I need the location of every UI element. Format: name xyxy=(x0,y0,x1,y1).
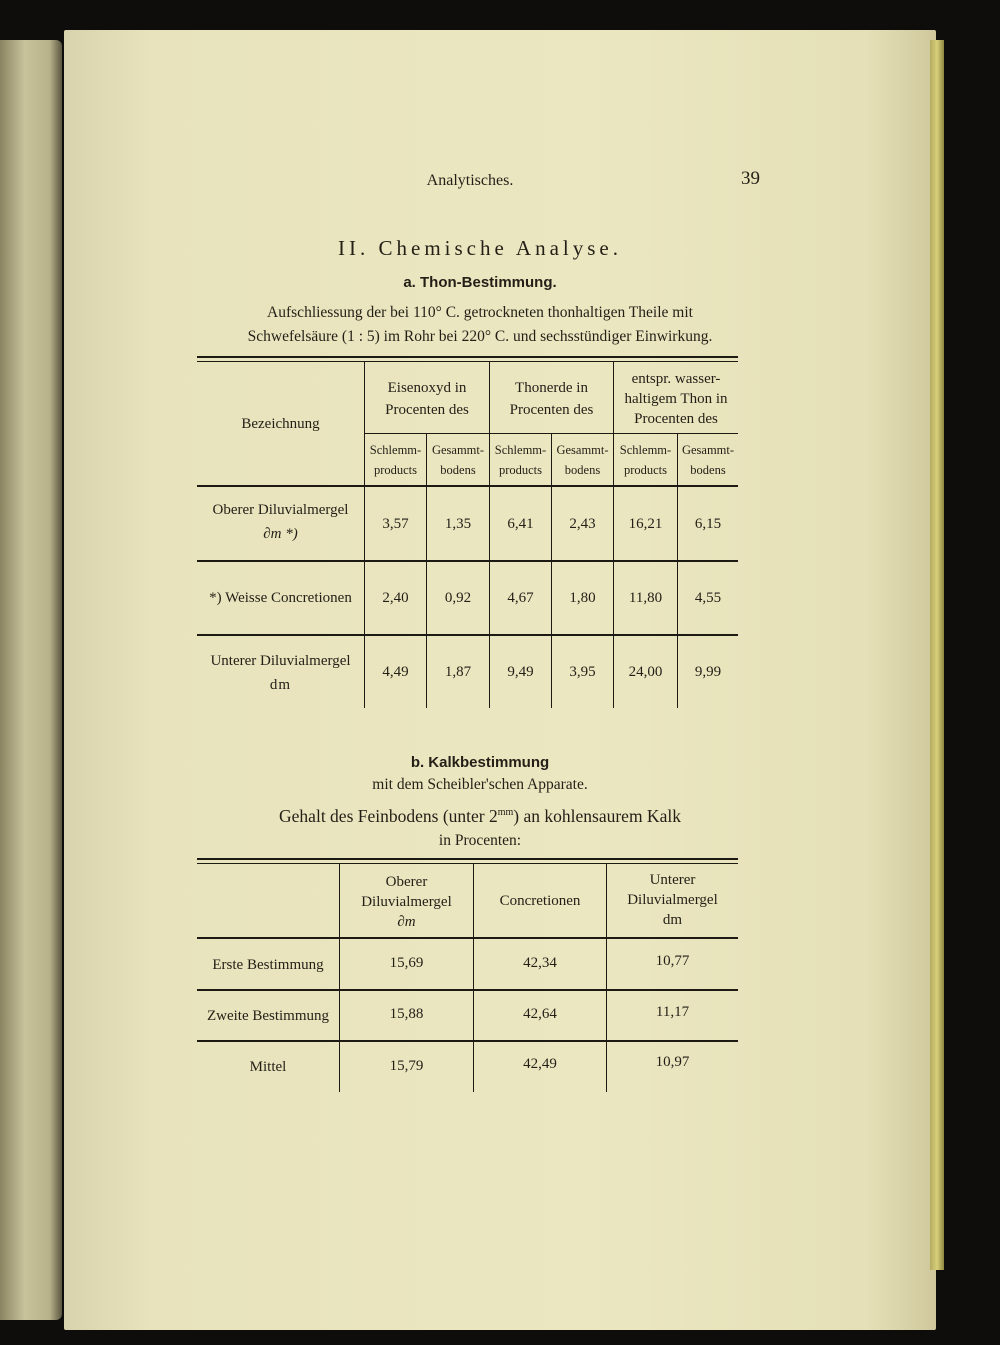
page-block-edge xyxy=(930,40,944,1270)
table-a-group-header: Thonerde in Procenten des xyxy=(509,380,594,418)
section-title: II. Chemische Analyse. xyxy=(338,236,622,260)
row-label-symbol: ∂m *) xyxy=(263,526,298,542)
description-unit: mm xyxy=(497,807,514,819)
table-cell: 42,64 xyxy=(523,1006,557,1022)
table-cell: 1,80 xyxy=(569,590,596,606)
table-cell: 1,35 xyxy=(444,515,472,532)
row-label: Mittel xyxy=(249,1059,287,1075)
row-label-symbol: dm xyxy=(269,677,292,693)
table-cell: 2,40 xyxy=(382,590,409,606)
row-label: Zweite Bestimmung xyxy=(206,1008,330,1024)
table-cell: 15,79 xyxy=(389,1058,424,1074)
table-b-row-rule-1 xyxy=(197,989,738,991)
table-b-col-header: Diluvialmergel xyxy=(627,892,718,908)
table-cell: 15,69 xyxy=(389,955,424,971)
description-suffix: ) an kohlensaurem Kalk xyxy=(513,806,681,826)
part-b-heading: b. Kalkbestimmung xyxy=(410,754,550,771)
table-b-row-rule-2 xyxy=(197,1040,738,1042)
table-a-group-header: entspr. wasser-haltigem Thon in Procenten des xyxy=(624,371,728,427)
table-cell: 10,77 xyxy=(655,953,690,969)
table-cell: 9,99 xyxy=(694,664,722,680)
table-a-top-rule-1 xyxy=(197,356,738,358)
table-cell: 9,49 xyxy=(507,664,534,680)
table-a-subheader: Gesammt-bodens xyxy=(431,443,485,477)
table-cell: 2,43 xyxy=(569,515,596,532)
part-a-heading: a. Thon-Bestimmung. xyxy=(403,274,557,291)
table-a-group-header: Eisenoxyd in Procenten des xyxy=(385,380,469,418)
row-label: *) Weisse Concretionen xyxy=(209,590,352,606)
table-cell: 4,49 xyxy=(382,664,409,680)
table-cell: 4,55 xyxy=(694,590,722,606)
table-cell: 42,49 xyxy=(523,1056,557,1072)
row-label: Unterer Diluvialmergel xyxy=(210,653,351,669)
table-cell: 6,41 xyxy=(507,515,534,532)
table-a-subheader: Schlemm-products xyxy=(369,443,422,477)
table-cell: 15,88 xyxy=(389,1006,424,1022)
part-a-description-line2: Schwefelsäure (1 : 5) im Rohr bei 220° C. und sechsstündiger Einwirkung. xyxy=(247,328,713,345)
row-label: Oberer Diluvialmergel xyxy=(212,502,349,518)
table-b-col-header: dm xyxy=(662,912,683,928)
table-b-col-header: ∂m xyxy=(397,914,416,930)
table-cell: 16,21 xyxy=(628,515,663,532)
table-a-subheader: Schlemm-products xyxy=(494,443,547,477)
table-cell: 3,57 xyxy=(382,515,409,532)
row-label: Erste Bestimmung xyxy=(212,957,324,973)
part-b-description xyxy=(200,806,760,827)
description-prefix: Gehalt des Feinbodens (unter 2 xyxy=(279,806,498,826)
running-header: Analytisches. xyxy=(426,172,514,189)
table-cell: 11,80 xyxy=(628,590,663,606)
table-b-header-rule xyxy=(197,937,738,939)
table-cell: 4,67 xyxy=(507,590,534,606)
table-b-top-rule-2 xyxy=(197,863,738,864)
part-b-subheading: mit dem Scheibler'schen Apparate. xyxy=(372,776,588,793)
table-cell: 11,17 xyxy=(655,1004,690,1020)
table-a-subheader: Schlemm-products xyxy=(619,443,672,477)
table-b-col-header: Unterer xyxy=(649,872,696,888)
table-a-row-header: Bezeichnung xyxy=(241,415,320,432)
page-number: 39 xyxy=(741,168,760,189)
table-cell: 3,95 xyxy=(569,664,596,680)
part-b-description-line2: in Procenten: xyxy=(438,832,522,849)
left-page-edge xyxy=(0,40,62,1320)
table-b-col-header: Oberer xyxy=(385,874,428,890)
table-cell: 6,15 xyxy=(694,515,722,532)
table-b-col-header: Diluvialmergel xyxy=(361,894,452,910)
table-a-subheader: Gesammt-bodens xyxy=(556,443,609,477)
part-a-description-line1: Aufschliessung der bei 110° C. getrockneten thonhaltigen Theile mit xyxy=(267,304,693,321)
table-cell: 24,00 xyxy=(628,664,663,680)
table-b-col-header: Concretionen xyxy=(499,893,581,909)
table-cell: 1,87 xyxy=(444,664,472,680)
table-cell: 0,92 xyxy=(444,590,472,606)
table-cell: 10,97 xyxy=(655,1054,690,1070)
table-b-top-rule-1 xyxy=(197,858,738,860)
table-cell: 42,34 xyxy=(523,955,557,971)
table-a-subheader: Gesammt-bodens xyxy=(681,443,735,477)
